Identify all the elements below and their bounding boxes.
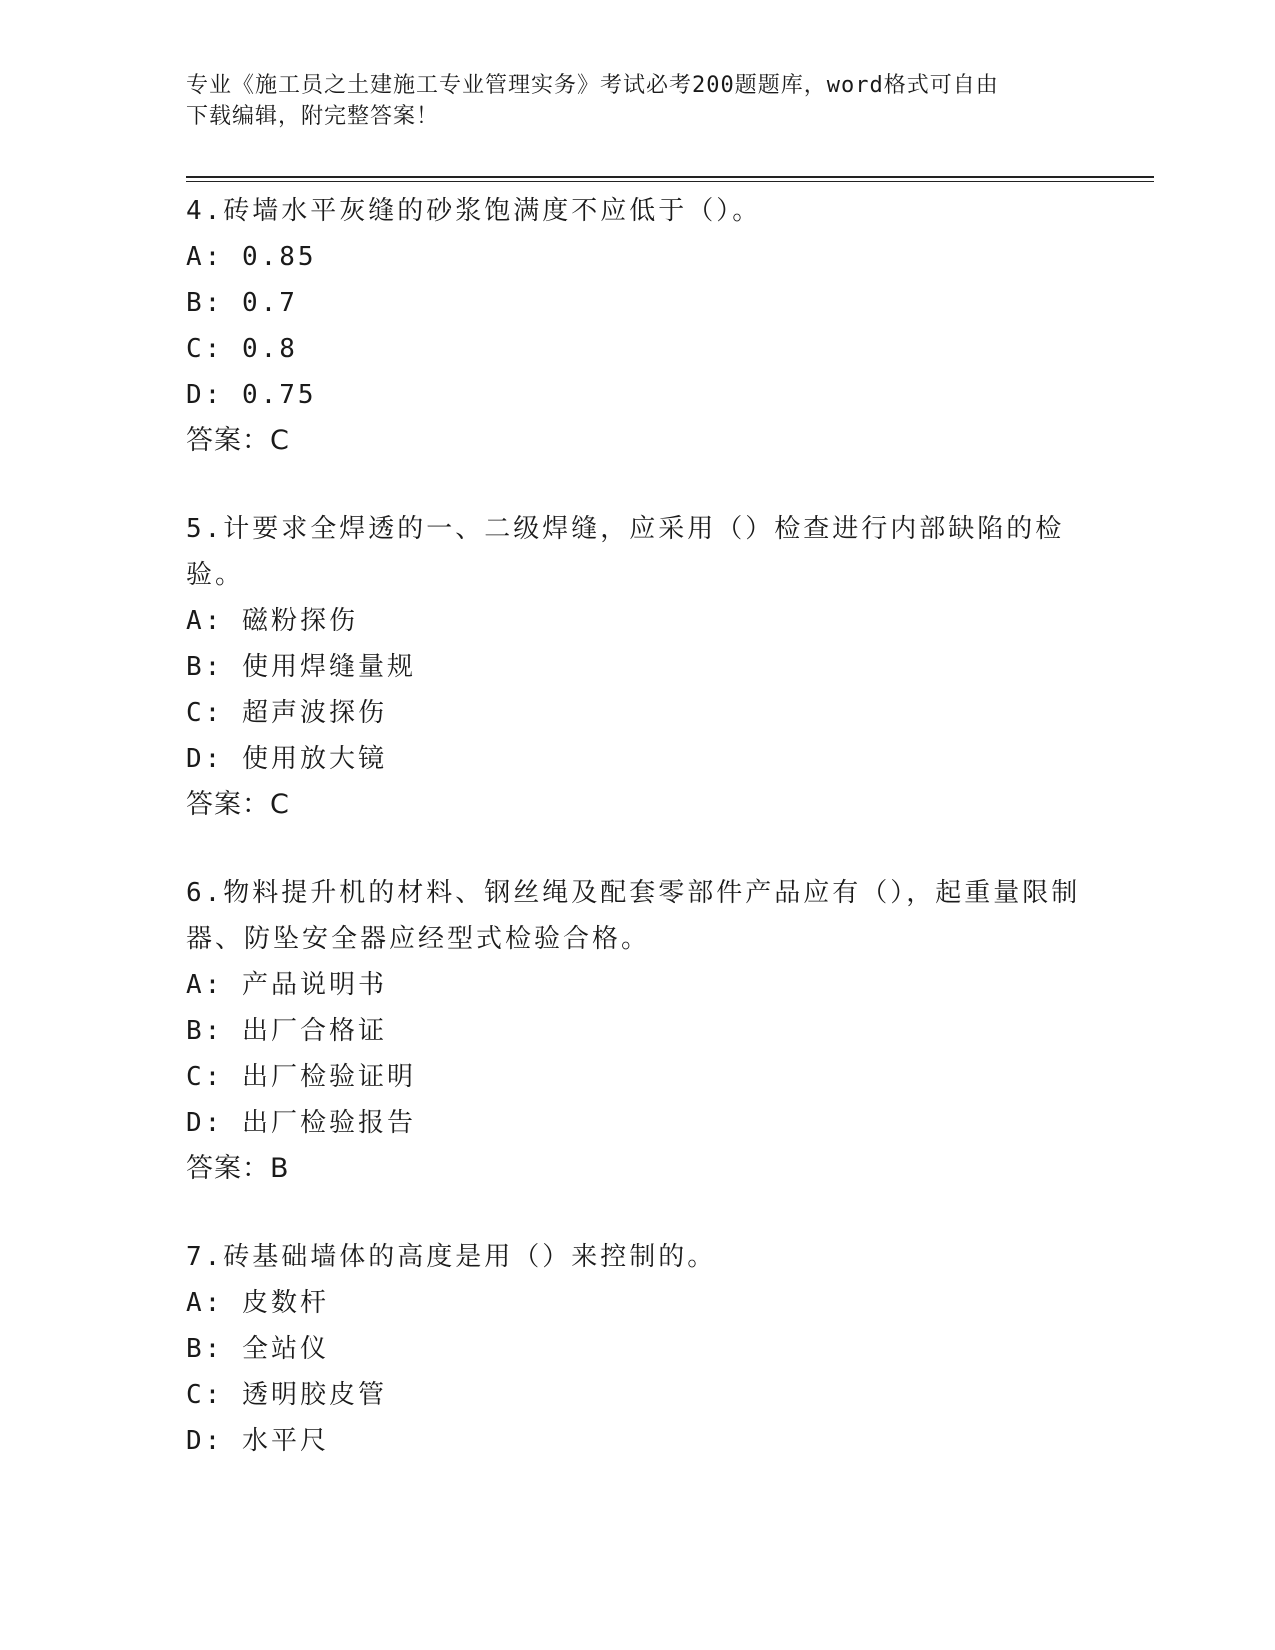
option-c: C: 透明胶皮管 — [186, 1380, 387, 1410]
option-a: A: 磁粉探伤 — [186, 606, 358, 636]
question-5 — [186, 506, 1086, 828]
option-b: B: 全站仪 — [186, 1334, 329, 1364]
option-b: B: 出厂合格证 — [186, 1016, 387, 1046]
option-d: D: 水平尺 — [186, 1426, 329, 1456]
option-a: A: 0.85 — [186, 242, 317, 272]
answer: 答案：B — [186, 1153, 290, 1184]
question-6 — [186, 870, 1086, 1192]
option-d: D: 0.75 — [186, 380, 317, 410]
document-intro — [186, 70, 1066, 132]
option-b: B: 0.7 — [186, 288, 298, 318]
option-c: C: 超声波探伤 — [186, 698, 387, 728]
option-d: D: 使用放大镜 — [186, 744, 387, 774]
question-4 — [186, 188, 1086, 464]
question-text: 6.物料提升机的材料、钢丝绳及配套零部件产品应有（），起重量限制器、防坠安全器应经型式检验合格。 — [186, 878, 1081, 954]
option-a: A: 皮数杆 — [186, 1288, 329, 1318]
question-7 — [186, 1234, 1086, 1464]
question-text: 5.计要求全焊透的一、二级焊缝，应采用（）检查进行内部缺陷的检验。 — [186, 514, 1065, 590]
question-list — [186, 188, 1086, 1506]
intro-line-2: 下载编辑，附完整答案！ — [186, 104, 440, 129]
option-d: D: 出厂检验报告 — [186, 1108, 416, 1138]
question-text: 4.砖墙水平灰缝的砂浆饱满度不应低于（）。 — [186, 196, 762, 226]
option-a: A: 产品说明书 — [186, 970, 387, 1000]
answer: 答案：C — [186, 789, 290, 820]
option-b: B: 使用焊缝量规 — [186, 652, 416, 682]
option-c: C: 0.8 — [186, 334, 298, 364]
question-text: 7.砖基础墙体的高度是用（）来控制的。 — [186, 1242, 717, 1272]
header-divider-bottom — [186, 181, 1154, 182]
intro-line-1: 专业《施工员之土建施工专业管理实务》考试必考200题题库，word格式可自由 — [186, 73, 999, 98]
answer: 答案：C — [186, 425, 290, 456]
option-c: C: 出厂检验证明 — [186, 1062, 416, 1092]
header-divider-top — [186, 176, 1154, 178]
